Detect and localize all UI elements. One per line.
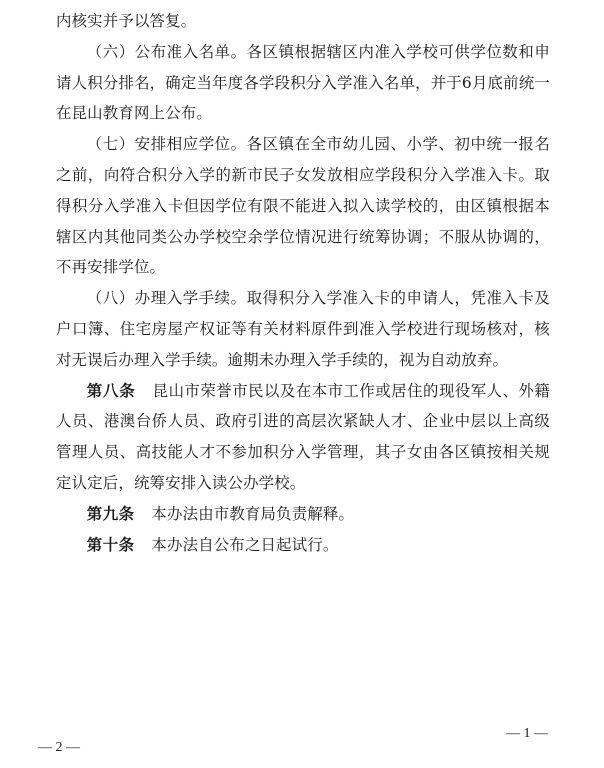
- paragraph-text: （六）公布准入名单。各区镇根据辖区内准入学校可供学位数和申请人积分排名，确定当年度各学段积分入学准入名单，并于6月底前统一在昆山教育网上公布。: [56, 42, 550, 123]
- article-9: [56, 499, 550, 530]
- article-number: 第八条: [86, 381, 136, 400]
- paragraph-item-8: [56, 283, 550, 375]
- article-text: 本办法由市教育局负责解释。: [151, 504, 355, 523]
- article-text: 昆山市荣誉市民以及在本市工作或居住的现役军人、外籍人员、港澳台侨人员、政府引进的高层次紧缺人才、企业中层以上高级管理人员、高技能人才不参加积分入学管理，其子女由各区镇按相关规定认定后，统筹安排入读公办学校。: [56, 381, 550, 492]
- paragraph-item-7: [56, 129, 550, 283]
- paragraph-text: （七）安排相应学位。各区镇在全市幼儿园、小学、初中统一报名之前，向符合积分入学的新市民子女发放相应学段积分入学准入卡。取得积分入学准入卡但因学位有限不能进入拟入读学校的，由区镇根据本辖区内其他同类公办学校空余学位情况进行统筹协调；不服从协调的，不再安排学位。: [56, 135, 550, 277]
- article-number: 第十条: [86, 535, 135, 554]
- article-10: [56, 530, 550, 561]
- paragraph-item-6: [56, 37, 550, 129]
- paragraph-continuation: [56, 6, 550, 37]
- paragraph-text: （八）办理入学手续。取得积分入学准入卡的申请人，凭准入卡及户口簿、住宅房屋产权证等有关材料原件到准入学校进行现场核对，核对无误后办理入学手续。逾期未办理入学手续的，视为自动放弃。: [56, 289, 550, 369]
- article-text: 本办法自公布之日起试行。: [151, 535, 339, 554]
- page-number-right: — 1 —: [506, 726, 548, 741]
- article-number: 第九条: [86, 504, 135, 523]
- page-number-left: — 2 —: [38, 740, 80, 755]
- article-8: [56, 376, 550, 499]
- paragraph-text: 内核实并予以答复。: [56, 12, 197, 30]
- document-body: [56, 6, 550, 560]
